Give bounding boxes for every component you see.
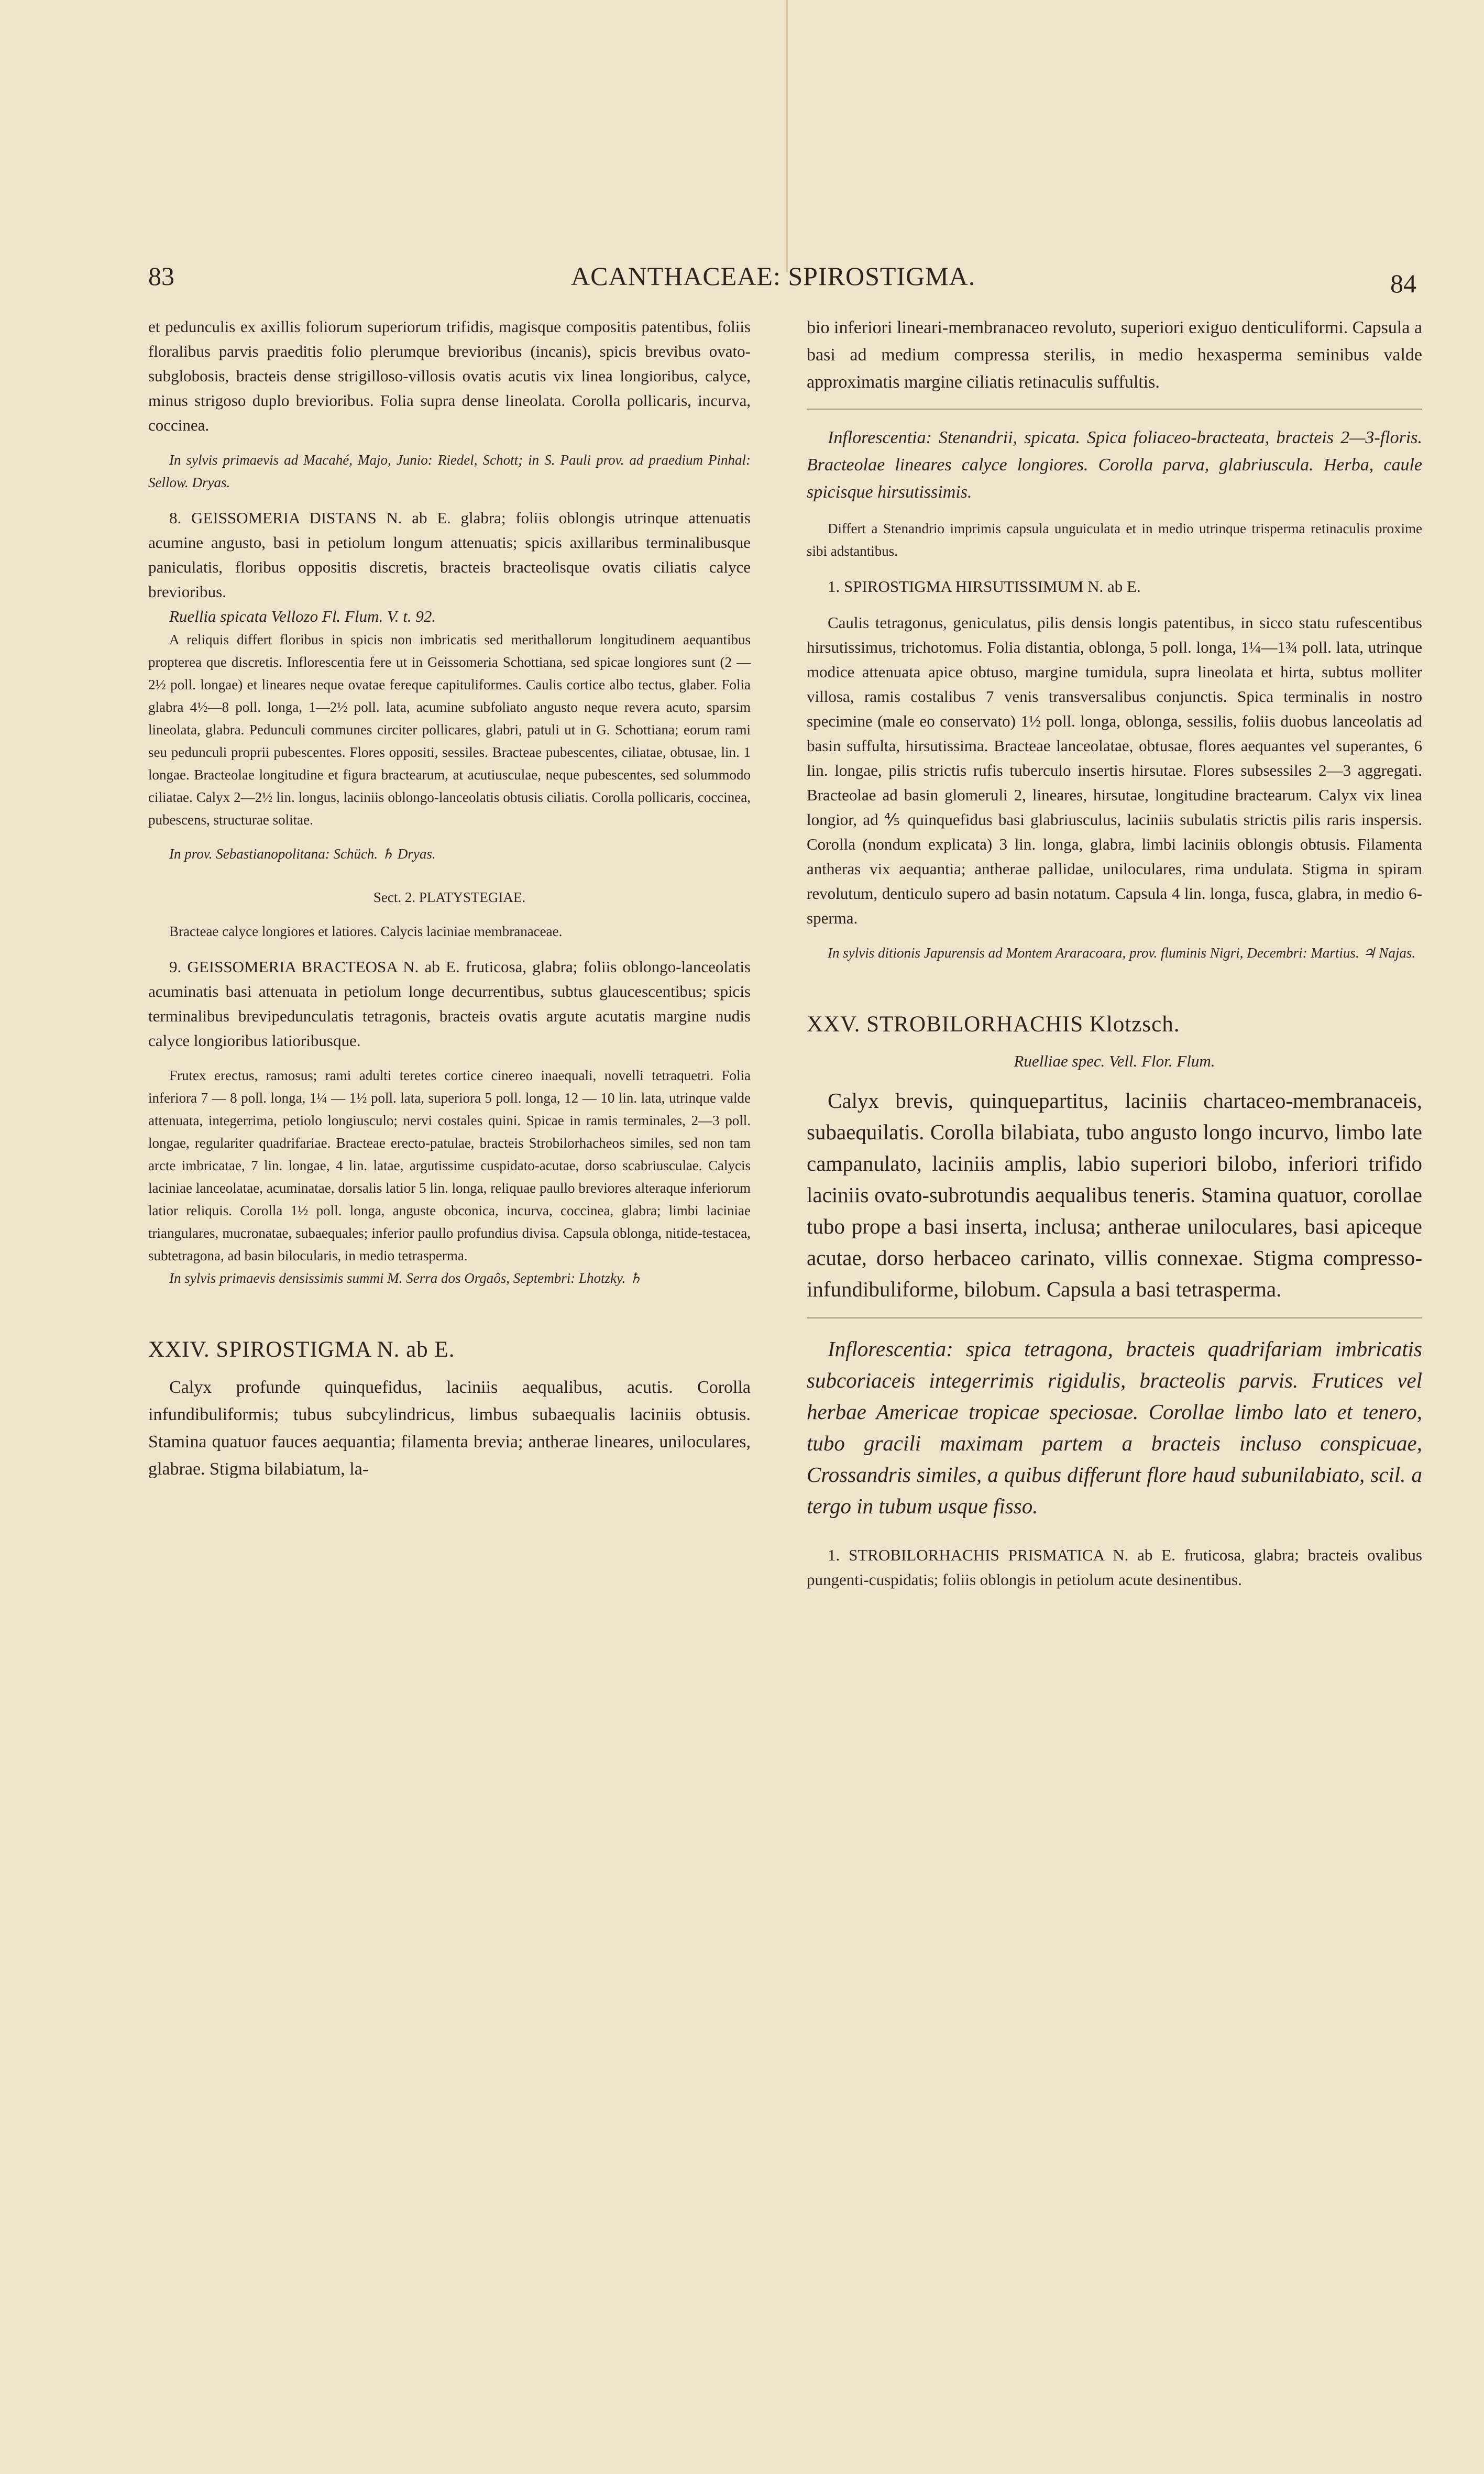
left-page-number: 83	[148, 261, 174, 291]
inflorescence-note: Inflorescentia: Stenandrii, spicata. Spica foliaceo-bracteata, bracteis 2—3-floris. Bracteolae lineares calyce longiores. Corolla parva, glabriuscula. Herba, caule spicisque hirsutissimis.	[807, 428, 1422, 502]
description: A reliquis differt floribus in spicis non imbricatis sed merithallorum longitudinem aequantibus propterea que discretis. Inflorescentia fere ut in Geissomeria Schottiana, sed spicae longiores sunt (2 — 2½ poll. longae) et lineares neque ovatae fereque capituliformes. Caulis cortice albo tectus, glaber. Folia glabra 4½—8 poll. longa, 1—2½ poll. lata, acumine subfoliato angusto neque revera acuto, sparsim lineolata, glabra. Pedunculi communes circiter pollicares, glabri, patuli ut in G. Schottiana; eorum rami seu pedunculi proprii pubescentes. Flores oppositi, sessiles. Bracteae pubescentes, ciliatae, obtusae, lin. 1 longae. Bracteolae longitudine et figura bractearum, at acutiusculae, neque pubescentes, sed solummodo ciliatae. Calyx 2—2½ lin. longus, laciniis oblongo-lanceolatis obtusis ciliatis. Corolla pollicaris, coccinea, pubescens, structurae solitae.	[148, 632, 751, 828]
divider	[807, 1317, 1422, 1318]
genus-description: Calyx profunde quinquefidus, laciniis aequalibus, acutis. Corolla infundibuliformis; tubus subcylindricus, limbus subaequalis laciniis obtusis. Stamina quatuor fauces aequantia; filamenta brevia; antherae lineares, uniloculares, glabrae. Stigma bilabiatum, la-	[148, 1378, 751, 1479]
left-column	[148, 314, 751, 1483]
genus-heading: XXIV. SPIROSTIGMA N. ab E.	[148, 1337, 455, 1362]
inflorescence-note: Inflorescentia: spica tetragona, bracteis quadrifariam imbricatis subcoriaceis integerrimis rigidulis, bracteolis parvis. Frutices vel herbae Americae tropicae speciosae. Corollae limbo lato et tenero, tubo gracili maximam partem a bracteis incluso conspicuae, Crossandris similes, a quibus differunt flore haud subunilabiato, scil. a tergo in tubum usque fisso.	[807, 1337, 1422, 1518]
section-description: Bracteae calyce longiores et latiores. Calycis laciniae membranaceae.	[169, 923, 563, 939]
synonym: Ruellia spicata Vellozo Fl. Flum. V. t. 92.	[169, 607, 436, 625]
species-heading: 9. GEISSOMERIA BRACTEOSA N. ab E. fruticosa, glabra; foliis oblongo-lanceolatis acuminatis basi attenuata in petiolum longe decurrentibus, subtus glaucescentibus; spicis terminalibus brevipedunculatis tetragonis, bracteis ovatis argute acutatis margine nudis calyce longioribus latioribusque.	[148, 958, 751, 1050]
running-title: ACANTHACEAE: SPIROSTIGMA.	[571, 261, 976, 291]
right-page-number: 84	[1390, 269, 1416, 298]
synonym: Ruelliae spec. Vell. Flor. Flum.	[1014, 1052, 1215, 1070]
locality-note: In sylvis primaevis densissimis summi M. Serra dos Orgaôs, Septembri: Lhotzky. ♄	[169, 1270, 642, 1286]
description: Frutex erectus, ramosus; rami adulti teretes cortice cinereo inaequali, novelli tetraquetri. Folia inferiora 7 — 8 poll. longa, 1¼ — 1½ poll. lata, superiora 5 poll. longa, 12 — 10 lin. lata, utrinque valde attenuata, integerrima, petiolo longiusculo; nervi costales quini. Spicae in ramis terminales, 2—3 poll. longae, regulariter quadrifariae. Bracteae erecto-patulae, bracteis Strobilorhacheos similes, sed non tam arcte imbricatae, 7 lin. longae, 4 lin. latae, argutissime cuspidato-acutae, dorso scabriusculae. Calycis laciniae lanceolatae, acuminatae, dorsalis latior 5 lin. longa, reliquae paullo breviores alteraque inferiorum latior reliquis. Corolla 1½ poll. longa, anguste obconica, incurva, coccinea, glabra; limbi laciniae triangulares, mucronatae, subaequales; inferior paullo profundius divisa. Capsula oblonga, nitide-testacea, subtetragona, ad basin bilocularis, in medio tetrasperma.	[148, 1068, 751, 1263]
paragraph: et pedunculis ex axillis foliorum superiorum trifidis, magisque compositis patentibus, foliis floralibus parvis praeditis folio plerumque brevioribus (incanis), spicis brevibus ovato-subglobosis, bracteis dense strigilloso-villosis ovatis acutis vix linea longioribus, calyce, minus strigoso duplo brevioribus. Folia supra dense lineolata. Corolla pollicaris, incurva, coccinea.	[148, 317, 751, 434]
locality-note: In sylvis primaevis ad Macahé, Majo, Junio: Riedel, Schott; in S. Pauli prov. ad praedium Pinhal: Sellow. Dryas.	[148, 452, 751, 490]
divider	[807, 409, 1422, 410]
section-heading: Sect. 2. PLATYSTEGIAE.	[373, 889, 526, 905]
paragraph: Differt a Stenandrio imprimis capsula unguiculata et in medio utrinque trisperma retinaculis proxime sibi adstantibus.	[807, 521, 1422, 559]
paragraph: bio inferiori lineari-membranaceo revoluto, superiori exiguo denticuliformi. Capsula a basi ad medium compressa sterilis, in medio hexasperma seminibus valde approximatis margine ciliatis retinaculis suffultis.	[807, 318, 1422, 392]
description: Caulis tetragonus, geniculatus, pilis densis longis patentibus, in sicco statu rufescentibus hirsutissimus, trichotomus. Folia distantia, oblonga, 5 poll. longa, 1¼—1¾ poll. lata, utrinque modice attenuata apice obtuso, margine tumidula, supra lineolata et hirta, subtus molliter villosa, ramis costalibus 7 venis transversalibus conjunctis. Spica terminalis in nostro specimine (male eo conservato) 1½ poll. longa, oblonga, sessilis, foliis duobus lanceolatis ad basin suffulta, hirsutissima. Bracteae lanceolatae, obtusae, flores aequantes vel superantes, 6 lin. longae, pilis strictis rufis tuberculo insertis hirsutae. Flores subsessiles 2—3 aggregati. Bracteolae ad basin glomeruli 2, lineares, hirsutae, longitudine bractearum. Calyx vix linea longior, ad ⅘ quinquefidus basi glabriusculus, laciniis subulatis strictis pilis raris inspersis. Corolla (nondum explicata) 3 lin. longa, glabra, limbi laciniis oblongis obtusis. Filamenta antheras vix aequantia; antherae pallidae, uniloculares, rima undulata. Stigma in spiram revolutum, denticulo supero ad basin notatum. Capsula 4 lin. longa, fusca, glabra, in medio 6-sperma.	[807, 613, 1422, 927]
species-heading: 8. GEISSOMERIA DISTANS N. ab E. glabra; foliis oblongis utrinque attenuatis acumine angusto, basi in petiolum longum attenuatis; spicis axillaribus terminalibusque paniculatis, floribus oppositis discretis, bracteis bracteolisque ovatis ciliatis calyce brevioribus.	[148, 509, 751, 601]
locality-note: In prov. Sebastianopolitana: Schüch. ♄ Dryas.	[169, 846, 436, 862]
genus-description: Calyx brevis, quinquepartitus, laciniis chartaceo-membranaceis, subaequilatis. Corolla bilabiata, tubo angusto longo incurvo, limbo late campanulato, laciniis amplis, labio superiori bilobo, inferiori trifido laciniis ovato-subrotundis aequalibus teneris. Stamina quatuor, corollae tubo prope a basi inserta, inclusa; antherae uniloculares, basi apiceque acutae, dorso herbaceo carinato, villis connexae. Stigma compresso-infundibuliforme, bilobum. Capsula a basi tetrasperma.	[807, 1088, 1422, 1301]
genus-heading: XXV. STROBILORHACHIS Klotzsch.	[807, 1012, 1180, 1037]
gutter-crease	[786, 0, 788, 272]
right-column	[807, 314, 1422, 1592]
species-heading: 1. SPIROSTIGMA HIRSUTISSIMUM N. ab E.	[828, 577, 1141, 596]
locality-note: In sylvis ditionis Japurensis ad Montem Araracoara, prov. fluminis Nigri, Decembri: Martius. ♃ Najas.	[828, 945, 1416, 961]
species-heading: 1. STROBILORHACHIS PRISMATICA N. ab E. fruticosa, glabra; bracteis ovalibus pungenti-cuspidatis; foliis oblongis in petiolum acute desinentibus.	[807, 1546, 1422, 1589]
